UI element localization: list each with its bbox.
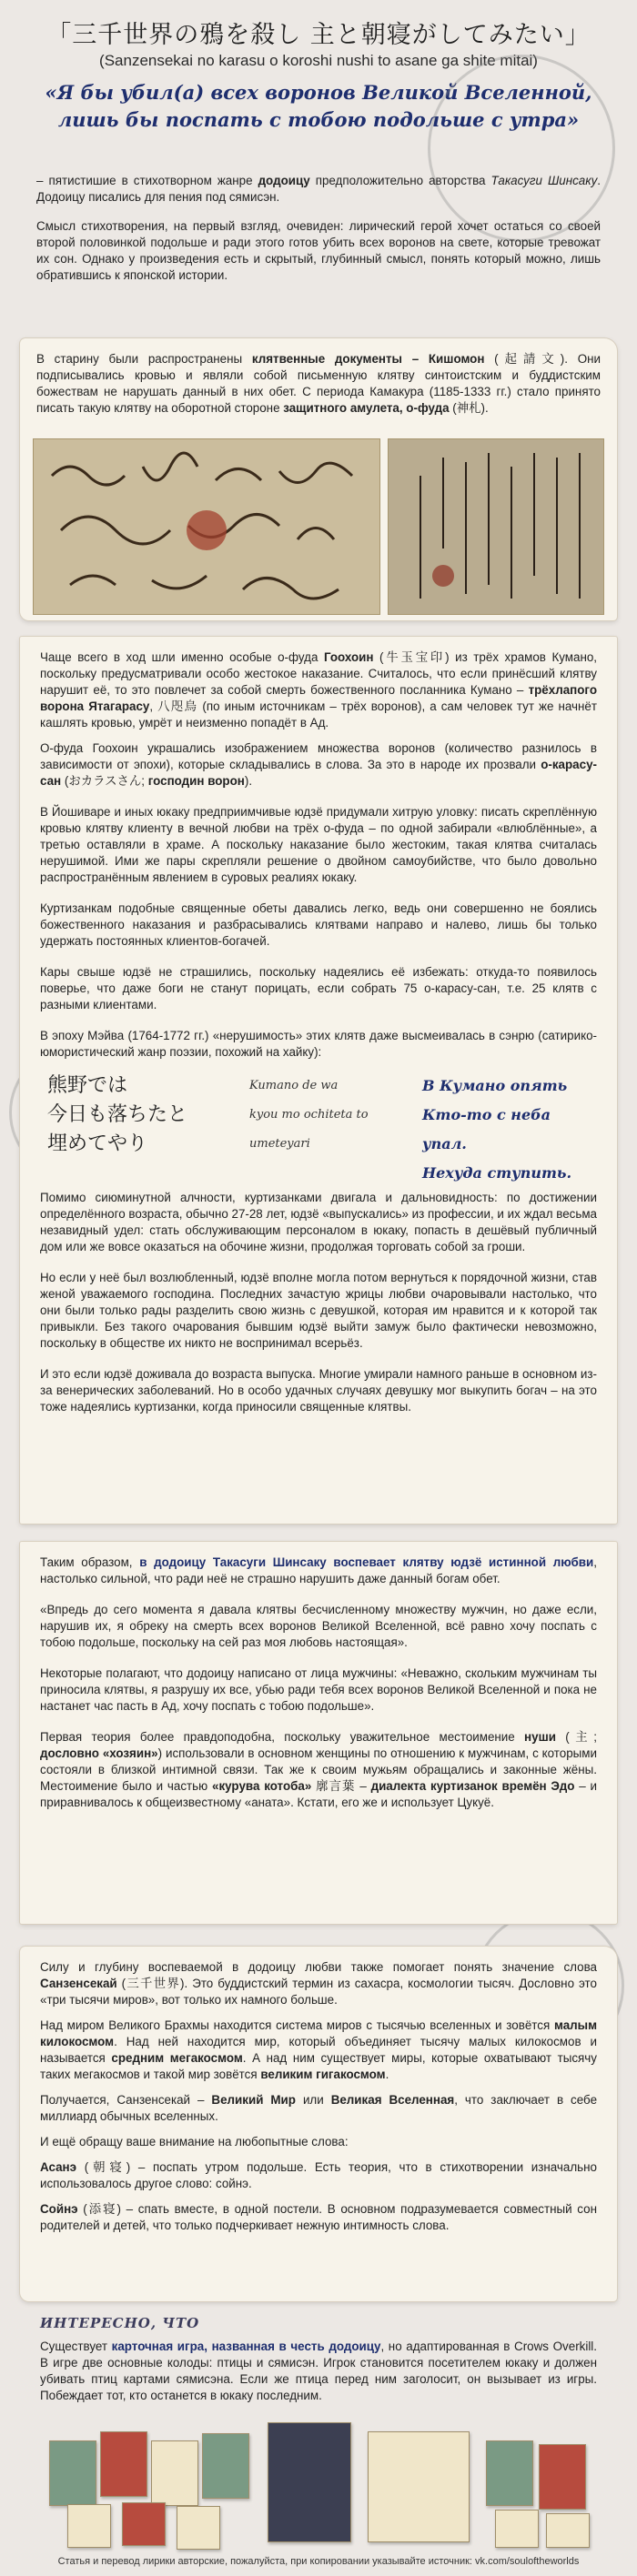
- game-card: [49, 2440, 96, 2506]
- sanzen-paragraph-5: [40, 2159, 597, 2192]
- author-name: Такасуги Шинсаку: [490, 174, 598, 187]
- text: , 八咫烏 (по иным источникам – трёх воронов), а сам человек тут же начнёт кашлять кровью, умрёт и неизменно попадёт в Ад.: [40, 699, 597, 730]
- conclusion-section: [20, 1542, 617, 1924]
- game-card: [486, 2440, 533, 2506]
- text: . А над ним существует миры, которые охватывают тысячу таких мегакосмов и такой мир зовётся: [40, 2051, 597, 2081]
- senryu-line-jp-2: 今日も落ちたと: [47, 1103, 188, 1126]
- text: Первая теория более правдоподобна, поскольку уважительное местоимение: [40, 1730, 525, 1744]
- term-sanzensekai: Санзенсекай: [40, 1977, 117, 1990]
- game-card: [151, 2440, 198, 2506]
- text: .: [385, 2068, 389, 2081]
- term-soine: Сойнэ: [40, 2202, 78, 2216]
- russian-translation-title: «Я бы убил(а) всех воронов Великой Вселенной, лишь бы поспать с тобою подольше с утра»: [45, 81, 592, 131]
- romaji-title: (Sanzensekai no karasu o koroshi nushi to asane ga shite mitai): [99, 52, 538, 69]
- card-game-highlight: карточная игра, названная в честь додоицу: [111, 2340, 381, 2353]
- ofuda-amulet-image: [33, 438, 380, 615]
- text: Получается, Санзенсекай –: [40, 2093, 212, 2107]
- text: . Додоицу писались для пения под сямисэн.: [36, 174, 601, 204]
- game-box-icon: [368, 2431, 470, 2542]
- game-card: [202, 2433, 249, 2499]
- senryu-line-jp-3: 埋めてやり: [47, 1132, 148, 1155]
- interesting-paragraph: [40, 2339, 597, 2404]
- game-box-icon: [268, 2422, 351, 2542]
- goohoin-paragraph-4: Куртизанкам подобные священные обеты давались легко, ведь они совершенно не боялись божественного наказания и разбрасывались клятвами направо и налево, лишь бы только удержать постоянных клиентов-богачей.: [40, 901, 597, 948]
- senryu-line-ru-1: В Кумано опять: [422, 1077, 568, 1094]
- text: (主;: [555, 1730, 597, 1744]
- text: предположительно авторства: [309, 174, 491, 187]
- japanese-title: 「三千世界の鴉を殺し 主と朝寝がしてみたい」: [46, 21, 591, 49]
- term-nushi: нуши: [524, 1730, 556, 1744]
- term-goohoin: Гоохоин: [323, 650, 374, 664]
- text: , но адаптированная в Crows Overkill. В игре две основные колоды: птицы и сямисэн. Игрок становится посетителем юкаку и должен убивать птиц картами сямисэна. Если же птица перед ним заголосит, он вызывает из игры. Побеждает тот, кто останется в юкаку последним.: [40, 2340, 597, 2402]
- text: . Над ней находится мир, который объединяет тысячу малых килокосмов и называется: [40, 2035, 597, 2065]
- text: (牛玉宝印) из трёх храмов Кумано, поскольку предусматривали особо жестокое наказание. Считалось, что если принёсший клятву нарушит её, то это повлечет за собой смерть божественного посланника Кумано –: [40, 650, 598, 697]
- term-great-universe: Великая Вселенная: [330, 2093, 455, 2107]
- sanzen-paragraph-4: И ещё обращу ваше внимание на любопытные слова:: [40, 2135, 349, 2148]
- sanzen-paragraph-6: [40, 2201, 597, 2234]
- game-card: [177, 2506, 220, 2550]
- text: Существует: [40, 2340, 112, 2353]
- sanzen-paragraph-1: [40, 1959, 597, 2008]
- text: (三千世界). Это буддистский термин из сахасра, космологии тысяч. Дословно это «три тысячи миров», вот только их намного больше.: [40, 1977, 597, 2007]
- text: ) использовали в основном женщины по отношению к мужчинам, с которыми состояли в близкой интимной связи. Так же к своим мужьям обращались и законные жёны. Местоимение было и частью: [40, 1746, 597, 1793]
- text: О-фуда Гоохоин украшались изображением множества воронов (количество разнилось в зависимости от эпохи), которые складывались в слова. За это в народе их прозвали: [40, 741, 597, 771]
- text: ).: [244, 774, 253, 788]
- senryu-line-romaji-3: umeteyari: [249, 1137, 310, 1151]
- text: или: [295, 2093, 331, 2107]
- game-card: [495, 2510, 539, 2548]
- kishomon-document-image: [388, 438, 604, 615]
- senryu-line-ru-2: Кто-то с неба упал.: [422, 1106, 551, 1152]
- senryu-block: [40, 1072, 597, 1182]
- text: В старину были распространены: [36, 352, 252, 366]
- kishomon-section: [20, 338, 617, 620]
- text: 廓言葉 –: [311, 1779, 371, 1793]
- calligraphy-document-icon: [389, 439, 603, 614]
- conclusion-paragraph-1: [40, 1555, 597, 1587]
- term-medium-megacosm: средним мегакосмом: [111, 2051, 243, 2065]
- term-edo-dialect: диалекта куртизанок времён Эдо: [370, 1779, 575, 1793]
- sanzensekai-section: [20, 1947, 617, 2301]
- term-okarasu-san: о-карасу-сан: [40, 758, 597, 788]
- kurtiz-paragraph-3: И это если юдзё доживала до возраста выпуска. Многие умирали намного раньше в основном из-за венерических заболеваний. Но в особо удачных случаях девушку мог выкупить богач – на это тоже надеялись куртизанки, когда приносили священные клятвы.: [40, 1367, 597, 1414]
- goohoin-paragraph-2: [40, 740, 597, 790]
- text: Над миром Великого Брахмы находится система миров с тысячью вселенных и зовётся: [40, 2018, 554, 2032]
- text: (神札).: [449, 401, 489, 415]
- goohoin-paragraph-1: [40, 649, 597, 731]
- intro-section: [20, 173, 617, 284]
- intro-paragraph-2: Смысл стихотворения, на первый взгляд, очевиден: лирический герой хочет остаться со своей второй половинкой подольше и ради этого готов убить всех воронов на свете, которые тревожат их сон. Однако у произведения есть и скрытый, глубинный смысл, понять который можно, лишь обратившись к японской истории.: [36, 219, 601, 282]
- term-kuruwa-kotoba: «курува котоба»: [212, 1779, 312, 1793]
- goohoin-paragraph-5: Кары свыше юдзё не страшились, поскольку надеялись её избежать: откуда-то появилось поверье, что даже боги не станут порицать, если собрать 75 о-карасу-сан, т.е. 25 клятв с разными клиентами.: [40, 965, 597, 1011]
- term-ofuda: защитного амулета, о-фуда: [283, 401, 450, 415]
- term-great-gigacosm: великим гигакосмом: [260, 2068, 386, 2081]
- intro-paragraph-1: [36, 173, 601, 206]
- text: (起請文). Они подписывались кровью и являли собой письменную клятву синтоистским и буддистским божествам не нарушать данный в них обет. С периода Камакура (1185-1333 гг.) стало принято писать такую клятву на оборотной стороне: [36, 352, 601, 415]
- term-great-world: Великий Мир: [211, 2093, 296, 2107]
- sanzen-paragraph-3: [40, 2092, 597, 2125]
- game-card: [546, 2513, 590, 2548]
- conclusion-paragraph-3: Некоторые полагают, что додоицу написано от лица мужчины: «Неважно, скольким мужчинам ты приносила клятвы, я разрушу их все, убью ради тебя всех воронов Великой Вселенной и пока не настанет час пасть в Ад, хочу поспать с тобою подольше».: [40, 1666, 597, 1713]
- text: – и приравнивалось к общеизвестному «аната». Кстати, его же и использует Цукуё.: [40, 1779, 598, 1809]
- text: (朝寝) – поспать утром подольше. Есть теория, что в стихотворении изначально использовалось другое слово: сойнэ.: [40, 2160, 597, 2190]
- game-card: [122, 2502, 166, 2546]
- senryu-russian: [422, 1072, 597, 1188]
- sanzen-paragraph-2: [40, 2018, 597, 2083]
- term-hozyain: дословно «хозяин»: [40, 1746, 158, 1760]
- term-kishomon: клятвенные документы – Кишомон: [251, 352, 485, 366]
- kurtiz-paragraph-2: Но если у неё был возлюбленный, юдзё вполне могла потом вернуться к порядочной жизни, став женой уважаемого господина. Последних зачастую жрицы любви очаровывали настолько, что они были только рады разделить свою жизнь с девушкой, которая им нравится и к которой так привыкли. Без такого очарования бывшим юдзё выйти замуж было фактически невозможно, поскольку в обществе их никто не воспринимал всерьёз.: [40, 1271, 597, 1350]
- card-game-photo: [40, 2422, 597, 2550]
- conclusion-paragraph-2: «Впредь до сего момента я давала клятвы бесчисленному множеству мужчин, но даже если, нарушив их, я обреку на смерть всех воронов Великой Вселенной, всё равно хочу поспать с тобою подольше, поскольку на сей раз моя любовь настоящая».: [40, 1603, 597, 1649]
- text: Чаще всего в ход шли именно особые о-фуда: [40, 650, 324, 664]
- text: , настолько сильной, что ради неё не страшно нарушить даже данный богам обет.: [40, 1555, 597, 1585]
- text: Силу и глубину воспеваемой в додоицу любви также помогает понять значение слова: [40, 1960, 597, 1974]
- senryu-romaji: [249, 1072, 369, 1159]
- text: – пятистишие в стихотворном жанре: [36, 174, 258, 187]
- senryu-japanese: [47, 1072, 187, 1159]
- key-statement: в додоицу Такасуги Шинсаку воспевает клятву юдзё истинной любви: [139, 1555, 594, 1569]
- senryu-line-romaji-1: Kumano de wa: [249, 1079, 339, 1092]
- game-card: [539, 2444, 586, 2510]
- goohoin-paragraph-6: В эпоху Мэйва (1764-1772 гг.) «нерушимость» этих клятв даже высмеивалась в сэнрю (сатирико-юмористический жанр поэзии, похожий на хайку):: [40, 1029, 597, 1059]
- term-yatagarasu: трёхлапого ворона Ятагарасу: [40, 683, 597, 713]
- goohoin-paragraph-3: В Йошиваре и иных юкаку предприимчивые юдзё придумали хитрую уловку: писать скреплённую кровью клятву клиенту в вечной любви на трёх о-фуда – по одной забирали «влюблённые», а третью оставляли в храме. А поскольку наказание было жестоким, такая клятва считалась нерушимой. Ими же пары скрепляли решение о двойном самоубийстве, что было довольно распространённым явлением в суровых реалиях юкаку.: [40, 805, 597, 884]
- interesting-heading: ИНТЕРЕСНО, ЧТО: [40, 2315, 200, 2331]
- conclusion-paragraph-4: [40, 1729, 597, 1811]
- term-small-kilocosm: малым килокосмом: [40, 2018, 597, 2048]
- kurtiz-paragraph-1: Помимо сиюминутной алчности, куртизанками двигала и дальновидность: по достижении определённого возраста, обычно 27-28 лет, юдзё «выпускались» из профессии, и их ждал весьма незавидный удел: стать обслуживающим персоналом в юкаку, попасть в дешёвый публичный дом или же вовсе оказаться на обочине жизни, продолжая торговать собой за гроши.: [40, 1191, 597, 1253]
- goohoin-section: [20, 637, 617, 1524]
- term-asane: Асанэ: [40, 2160, 77, 2174]
- senryu-line-ru-3: Нехуда ступить.: [422, 1164, 572, 1182]
- term-dodoitsu: додоицу: [258, 174, 310, 187]
- text: , что заключает в себе миллиард обычных вселенных.: [40, 2093, 598, 2123]
- kishomon-paragraph: [36, 351, 601, 417]
- text: (おカラスさん;: [61, 774, 148, 788]
- game-card: [67, 2504, 111, 2548]
- text: (添寝) – спать вместе, в одной постели. В основном подразумевается совместный сон родителей и детей, что только подчеркивает нежную интимность слова.: [40, 2202, 597, 2232]
- senryu-line-romaji-2: kyou mo ochiteta to: [249, 1108, 369, 1122]
- game-card: [100, 2431, 147, 2497]
- footer-copyright: Статья и перевод лирики авторские, пожалуйста, при копировании указывайте источник: vk.com/souloftheworlds: [57, 2556, 580, 2567]
- text: Таким образом,: [40, 1555, 140, 1569]
- term-gospodin-voron: господин ворон: [147, 774, 245, 788]
- senryu-line-jp-1: 熊野では: [47, 1074, 128, 1097]
- crow-script-icon: [34, 439, 379, 614]
- interesting-section: [20, 2315, 617, 2551]
